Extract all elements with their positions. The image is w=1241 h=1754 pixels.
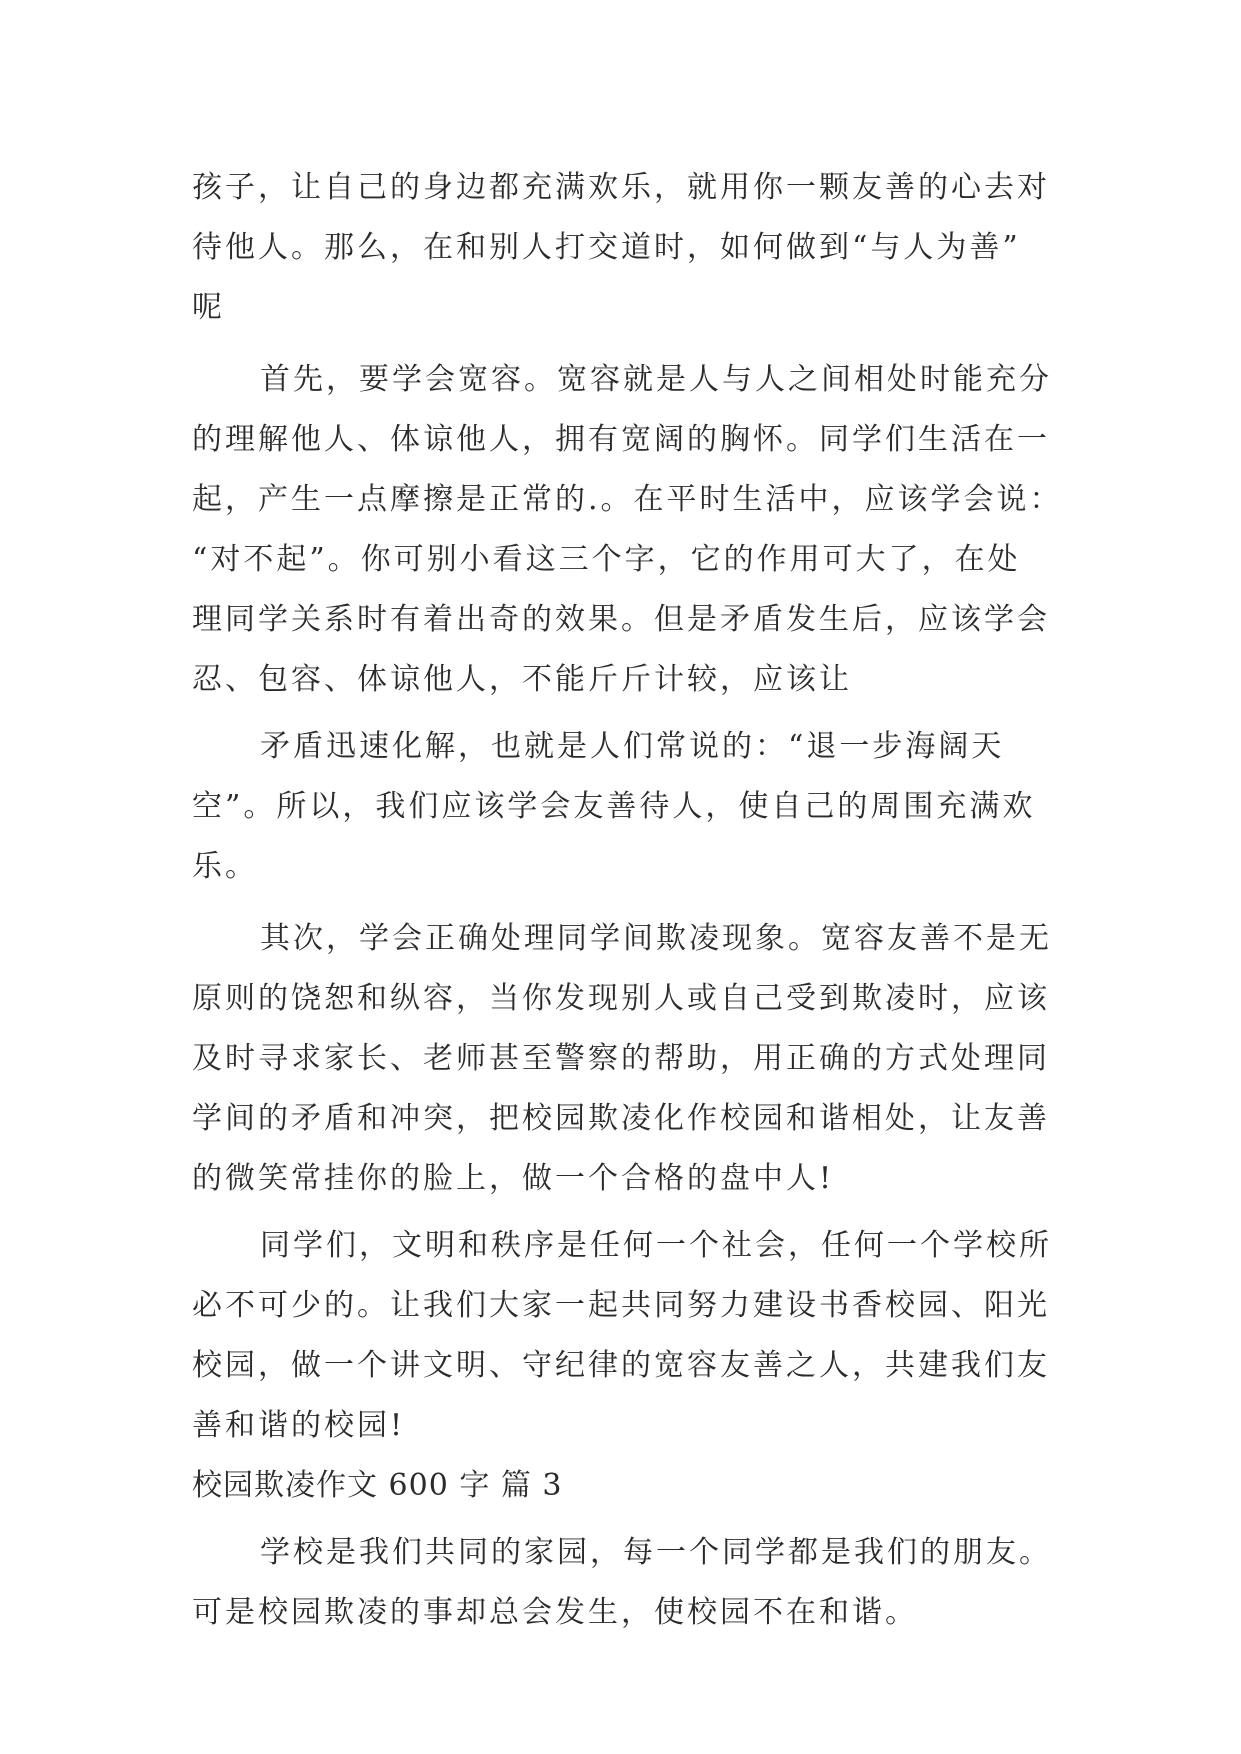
text-line: 的理解他人、体谅他人，拥有宽阔的胸怀。同学们生活在一	[192, 422, 1050, 457]
paragraph-first-line: 首先，要学会宽容。宽容就是人与人之间相处时能充分	[260, 362, 1052, 397]
text-line: 乐。	[192, 849, 258, 884]
paragraph-first-line: 其次，学会正确处理同学间欺凌现象。宽容友善不是无	[260, 921, 1052, 956]
text-line: 校园，做一个讲文明、守纪律的宽容友善之人，共建我们友	[192, 1348, 1050, 1383]
text-line: “对不起”。你可别小看这三个字，它的作用可大了，在处	[192, 542, 1021, 577]
text-line: 理同学关系时有着出奇的效果。但是矛盾发生后，应该学会	[192, 602, 1050, 637]
text-line: 善和谐的校园!	[192, 1408, 406, 1443]
paragraph-first-line: 同学们，文明和秩序是任何一个社会，任何一个学校所	[260, 1228, 1052, 1263]
text-line: 待他人。那么，在和别人打交道时，如何做到“与人为善”	[192, 230, 1021, 265]
text-line: 及时寻求家长、老师甚至警察的帮助，用正确的方式处理同	[192, 1041, 1050, 1076]
text-line: 必不可少的。让我们大家一起共同努力建设书香校园、阳光	[192, 1288, 1050, 1323]
text-line: 学间的矛盾和冲突，把校园欺凌化作校园和谐相处，让友善	[192, 1101, 1050, 1136]
text-line: 原则的饶恕和纵容，当你发现别人或自己受到欺凌时，应该	[192, 981, 1050, 1016]
paragraph-first-line: 矛盾迅速化解，也就是人们常说的：“退一步海阔天	[260, 729, 1005, 764]
text-line: 空”。所以，我们应该学会友善待人，使自己的周围充满欢	[192, 789, 1036, 824]
text-line: 忍、包容、体谅他人，不能斤斤计较，应该让	[192, 662, 852, 697]
text-line: 呢	[192, 290, 225, 325]
document-body	[192, 158, 1092, 1643]
text-line: 的微笑常挂你的脸上，做一个合格的盘中人!	[192, 1161, 835, 1196]
text-line: 可是校园欺凌的事却总会发生，使校园不在和谐。	[192, 1595, 918, 1630]
text-line: 起，产生一点摩擦是正常的.。在平时生活中，应该学会说：	[192, 482, 1063, 517]
paragraph-first-line: 学校是我们共同的家园，每一个同学都是我们的朋友。	[260, 1535, 1052, 1570]
section-heading: 校园欺凌作文 600 字 篇 3	[192, 1468, 563, 1503]
text-line: 孩子，让自己的身边都充满欢乐，就用你一颗友善的心去对	[192, 170, 1050, 205]
